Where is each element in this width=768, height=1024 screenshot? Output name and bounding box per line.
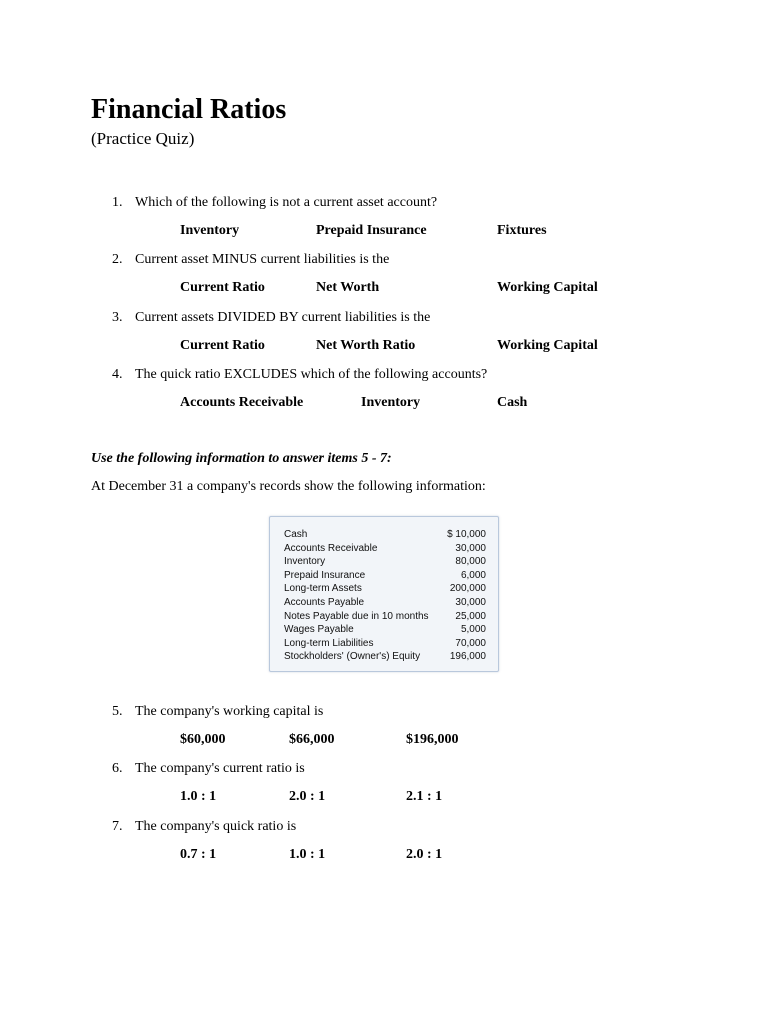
record-amount: 196,000 xyxy=(449,651,486,663)
intro-text: At December 31 a company's records show the following information: xyxy=(91,479,486,494)
question-5 xyxy=(112,703,323,721)
question-3-option-b: Net Worth Ratio xyxy=(316,338,416,353)
question-number: 7. xyxy=(112,819,123,834)
question-6-option-c: 2.1 : 1 xyxy=(406,789,443,804)
record-row xyxy=(284,569,486,583)
question-number: 3. xyxy=(112,310,123,325)
record-row xyxy=(284,610,486,624)
record-amount: 200,000 xyxy=(449,583,486,595)
record-row xyxy=(284,637,486,651)
question-text: The company's current ratio is xyxy=(135,761,305,776)
question-1-option-c: Fixtures xyxy=(497,223,547,238)
question-1 xyxy=(112,194,437,212)
question-number: 6. xyxy=(112,761,123,776)
question-5-option-b: $66,000 xyxy=(289,732,335,747)
question-text: Current asset MINUS current liabilities is the xyxy=(135,252,390,267)
record-row xyxy=(284,555,486,569)
record-amount: 80,000 xyxy=(455,556,486,568)
question-2-option-b: Net Worth xyxy=(316,280,380,295)
question-6-option-a: 1.0 : 1 xyxy=(180,789,217,804)
question-7-option-a: 0.7 : 1 xyxy=(180,847,217,862)
page-title: Financial Ratios xyxy=(91,94,287,125)
question-number: 1. xyxy=(112,195,123,210)
record-row xyxy=(284,596,486,610)
record-row xyxy=(284,542,486,556)
question-1-option-b: Prepaid Insurance xyxy=(316,223,427,238)
record-amount: 30,000 xyxy=(455,542,486,554)
record-label: Prepaid Insurance xyxy=(284,569,366,581)
question-number: 4. xyxy=(112,367,123,382)
record-amount: 25,000 xyxy=(455,610,486,622)
record-row xyxy=(284,650,486,664)
record-amount: 30,000 xyxy=(455,597,486,608)
question-3 xyxy=(112,309,430,327)
record-row xyxy=(284,582,486,596)
record-label: Accounts Receivable xyxy=(284,542,378,554)
record-label: Wages Payable xyxy=(284,624,354,636)
question-1-option-a: Inventory xyxy=(180,223,240,238)
question-text: The company's working capital is xyxy=(135,704,324,719)
question-7 xyxy=(112,818,296,836)
record-label: Long-term Assets xyxy=(284,583,362,595)
question-number: 2. xyxy=(112,252,123,267)
record-label: Accounts Payable xyxy=(284,597,365,608)
question-6 xyxy=(112,760,305,778)
question-number: 5. xyxy=(112,704,123,719)
question-7-option-c: 2.0 : 1 xyxy=(406,847,443,862)
question-text: Which of the following is not a current asset account? xyxy=(135,195,438,210)
record-label: Inventory xyxy=(284,556,326,568)
record-amount: 5,000 xyxy=(460,624,486,636)
question-2-option-a: Current Ratio xyxy=(180,280,265,295)
page-subtitle: (Practice Quiz) xyxy=(91,129,195,148)
question-4-option-b: Inventory xyxy=(361,395,421,410)
record-amount: 6,000 xyxy=(460,569,486,581)
instruction-text: Use the following information to answer items 5 - 7: xyxy=(91,451,392,466)
record-row xyxy=(284,528,486,542)
record-label: Long-term Liabilities xyxy=(284,637,374,649)
record-amount: 70,000 xyxy=(455,637,486,649)
financial-info-table xyxy=(269,516,499,672)
question-text: Current assets DIVIDED BY current liabilities is the xyxy=(135,310,431,325)
record-row xyxy=(284,623,486,637)
record-label: Stockholders' (Owner's) Equity xyxy=(284,651,421,663)
question-text: The quick ratio EXCLUDES which of the following accounts? xyxy=(135,367,488,382)
question-4 xyxy=(112,366,487,384)
question-4-option-c: Cash xyxy=(497,395,528,410)
question-6-option-b: 2.0 : 1 xyxy=(289,789,326,804)
question-2 xyxy=(112,251,389,269)
record-amount: $ 10,000 xyxy=(447,529,486,540)
question-5-option-a: $60,000 xyxy=(180,732,226,747)
question-5-option-c: $196,000 xyxy=(406,732,459,747)
record-label: Cash xyxy=(284,529,308,540)
question-text: The company's quick ratio is xyxy=(135,819,297,834)
record-label: Notes Payable due in 10 months xyxy=(284,610,429,622)
question-3-option-a: Current Ratio xyxy=(180,338,265,353)
question-3-option-c: Working Capital xyxy=(497,338,598,353)
question-7-option-b: 1.0 : 1 xyxy=(289,847,326,862)
question-4-option-a: Accounts Receivable xyxy=(180,395,304,410)
question-2-option-c: Working Capital xyxy=(497,280,598,295)
